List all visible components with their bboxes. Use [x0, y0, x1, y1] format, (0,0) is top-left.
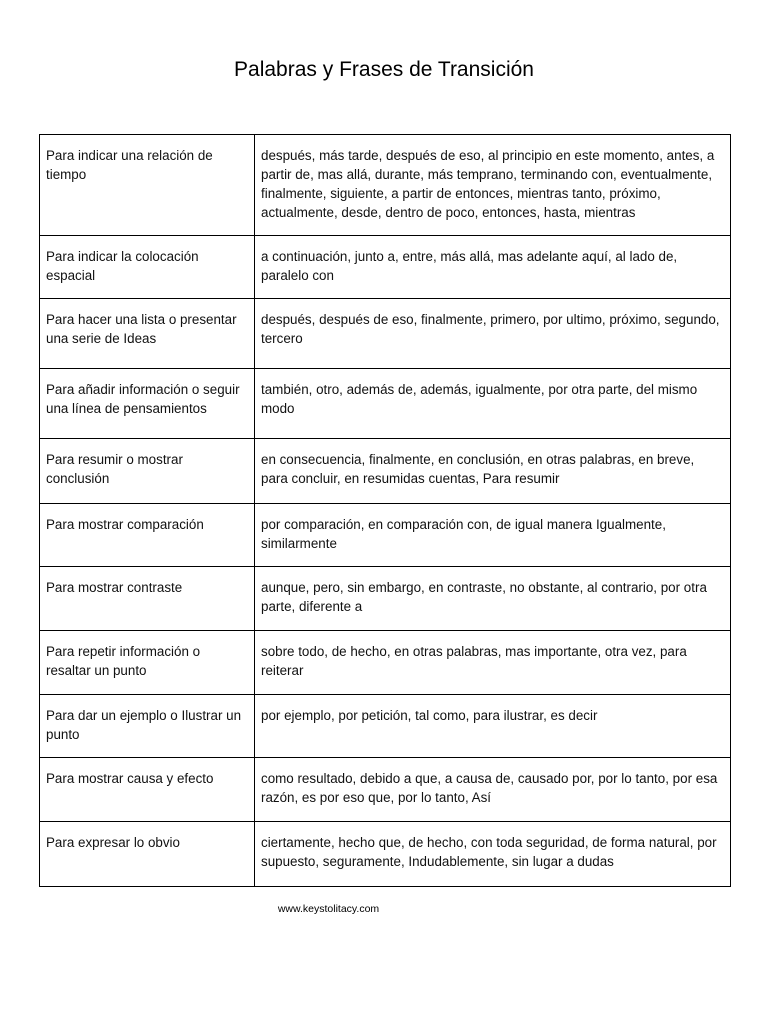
table-row	[40, 567, 731, 631]
purpose-cell: Para repetir información o resaltar un punto	[40, 631, 255, 695]
phrases-cell: después, después de eso, finalmente, primero, por ultimo, próximo, segundo, tercero	[255, 299, 731, 369]
phrases-cell: sobre todo, de hecho, en otras palabras, mas importante, otra vez, para reiterar	[255, 631, 731, 695]
purpose-cell: Para hacer una lista o presentar una serie de Ideas	[40, 299, 255, 369]
table-row	[40, 135, 731, 236]
phrases-cell: por comparación, en comparación con, de igual manera Igualmente, similarmente	[255, 504, 731, 567]
purpose-cell: Para expresar lo obvio	[40, 822, 255, 887]
purpose-cell: Para mostrar contraste	[40, 567, 255, 631]
phrases-cell: aunque, pero, sin embargo, en contraste, no obstante, al contrario, por otra parte, diferente a	[255, 567, 731, 631]
purpose-cell: Para mostrar comparación	[40, 504, 255, 567]
purpose-cell: Para mostrar causa y efecto	[40, 758, 255, 822]
purpose-cell: Para dar un ejemplo o Ilustrar un punto	[40, 695, 255, 758]
footer-url: www.keystolitacy.com	[277, 903, 380, 915]
table-row	[40, 631, 731, 695]
phrases-cell: en consecuencia, finalmente, en conclusión, en otras palabras, en breve, para concluir, en resumidas cuentas, Para resumir	[255, 439, 731, 504]
table-row	[40, 236, 731, 299]
table-row	[40, 758, 731, 822]
phrases-cell: después, más tarde, después de eso, al principio en este momento, antes, a partir de, mas allá, durante, más temprano, terminando con, eventualmente, finalmente, siguiente, a partir de entonces, mientras tanto, próximo, actualmente, desde, dentro de poco, entonces, hasta, mientras	[255, 135, 731, 236]
purpose-cell: Para indicar una relación de tiempo	[40, 135, 255, 236]
purpose-cell: Para resumir o mostrar conclusión	[40, 439, 255, 504]
purpose-cell: Para añadir información o seguir una línea de pensamientos	[40, 369, 255, 439]
phrases-cell: también, otro, además de, además, igualmente, por otra parte, del mismo modo	[255, 369, 731, 439]
table-row	[40, 504, 731, 567]
table-row	[40, 695, 731, 758]
table-row	[40, 439, 731, 504]
page-title: Palabras y Frases de Transición	[234, 58, 534, 81]
table-row	[40, 369, 731, 439]
table-row	[40, 299, 731, 369]
phrases-cell: por ejemplo, por petición, tal como, para ilustrar, es decir	[255, 695, 731, 758]
phrases-cell: como resultado, debido a que, a causa de, causado por, por lo tanto, por esa razón, es por eso que, por lo tanto, Así	[255, 758, 731, 822]
table-row	[40, 822, 731, 887]
phrases-cell: a continuación, junto a, entre, más allá, mas adelante aquí, al lado de, paralelo con	[255, 236, 731, 299]
phrases-cell: ciertamente, hecho que, de hecho, con toda seguridad, de forma natural, por supuesto, seguramente, Indudablemente, sin lugar a dudas	[255, 822, 731, 887]
transition-table	[39, 134, 731, 887]
purpose-cell: Para indicar la colocación espacial	[40, 236, 255, 299]
